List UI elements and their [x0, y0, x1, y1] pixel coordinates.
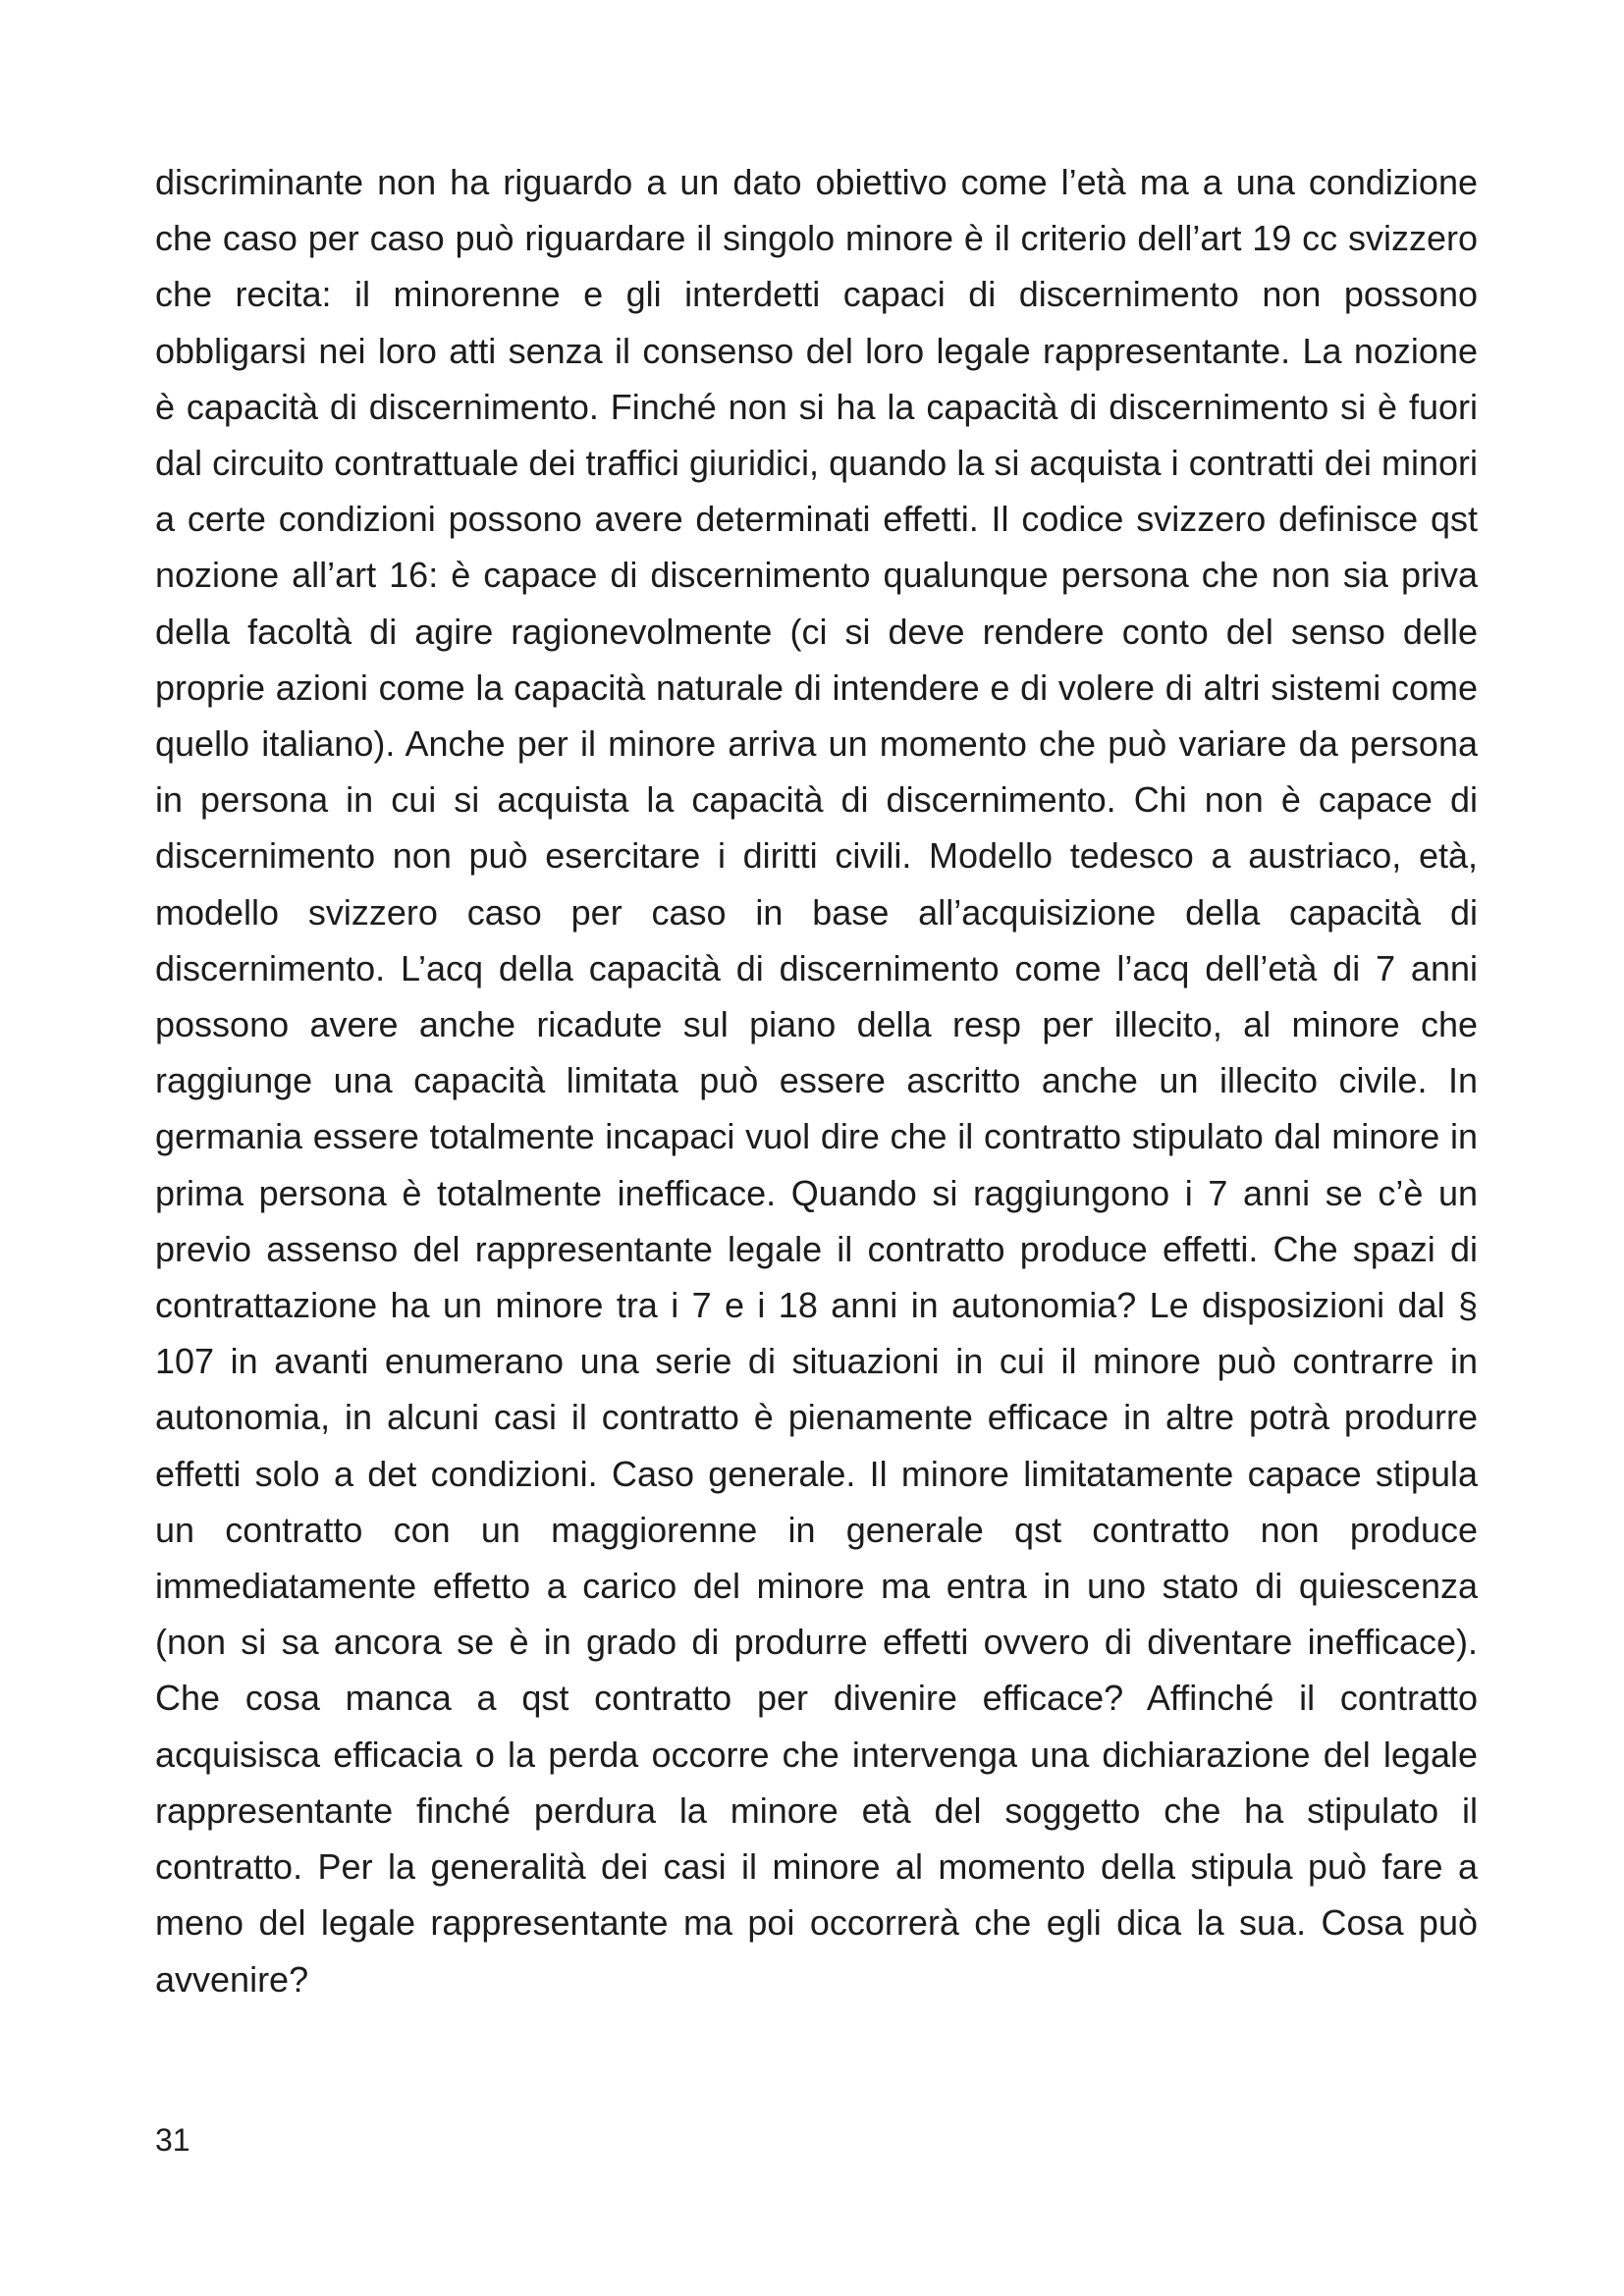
body-paragraph: discriminante non ha riguardo a un dato obiettivo come l’età ma a una condizione che caso per caso può riguardare il singolo minore è il criterio dell’art 19 cc svizzero che recita: il minorenne e gli interdetti capaci di discernimento non possono obbligarsi nei loro atti senza il consenso del loro legale rappresentante. La nozione è capacità di discernimento. Finché non si ha la capacità di discernimento si è fuori dal circuito contrattuale dei traffici giuridici, quando la si acquista i contratti dei minori a certe condizioni possono avere determinati effetti. Il codice svizzero definisce qst nozione all’art 16: è capace di discernimento qualunque persona che non sia priva della facoltà di agire ragionevolmente (ci si deve rendere conto del senso delle proprie azioni come la capacità naturale di intendere e di volere di altri sistemi come quello italiano). Anche per il minore arriva un momento che può variare da persona in persona in cui si acquista la capacità di discernimento. Chi non è capace di discernimento non può esercitare i diritti civili. Modello tedesco a austriaco, età, modello svizzero caso per caso in base all’acquisizione della capacità di discernimento. L’acq della capacità di discernimento come l’acq dell’età di 7 anni possono avere anche ricadute sul piano della resp per illecito, al minore che raggiunge una capacità limitata può essere ascritto anche un illecito civile. In germania essere totalmente incapaci vuol dire che il contratto stipulato dal minore in prima persona è totalmente inefficace. Quando si raggiungono i 7 anni se c’è un previo assenso del rappresentante legale il contratto produce effetti. Che spazi di contrattazione ha un minore tra i 7 e i 18 anni in autonomia? Le disposizioni dal § 107 in avanti enumerano una serie di situazioni in cui il minore può contrarre in autonomia, in alcuni casi il contratto è pienamente efficace in altre potrà produrre effetti solo a det condizioni. Caso generale. Il minore limitatamente capace stipula un contratto con un maggiorenne in generale qst contratto non produce immediatamente effetto a carico del minore ma entra in uno stato di quiescenza (non si sa ancora se è in grado di produrre effetti ovvero di diventare inefficace). Che cosa manca a qst contratto per divenire efficace? Affinché il contratto acquisisca efficacia o la perda occorre che intervenga una dichiarazione del legale rappresentante finché perdura la minore età del soggetto che ha stipulato il contratto. Per la generalità dei casi il minore al momento della stipula può fare a meno del legale rappresentante ma poi occorrerà che egli dica la sua. Cosa può avvenire? [155, 162, 1478, 2000]
page-number: 31 [155, 2122, 190, 2158]
